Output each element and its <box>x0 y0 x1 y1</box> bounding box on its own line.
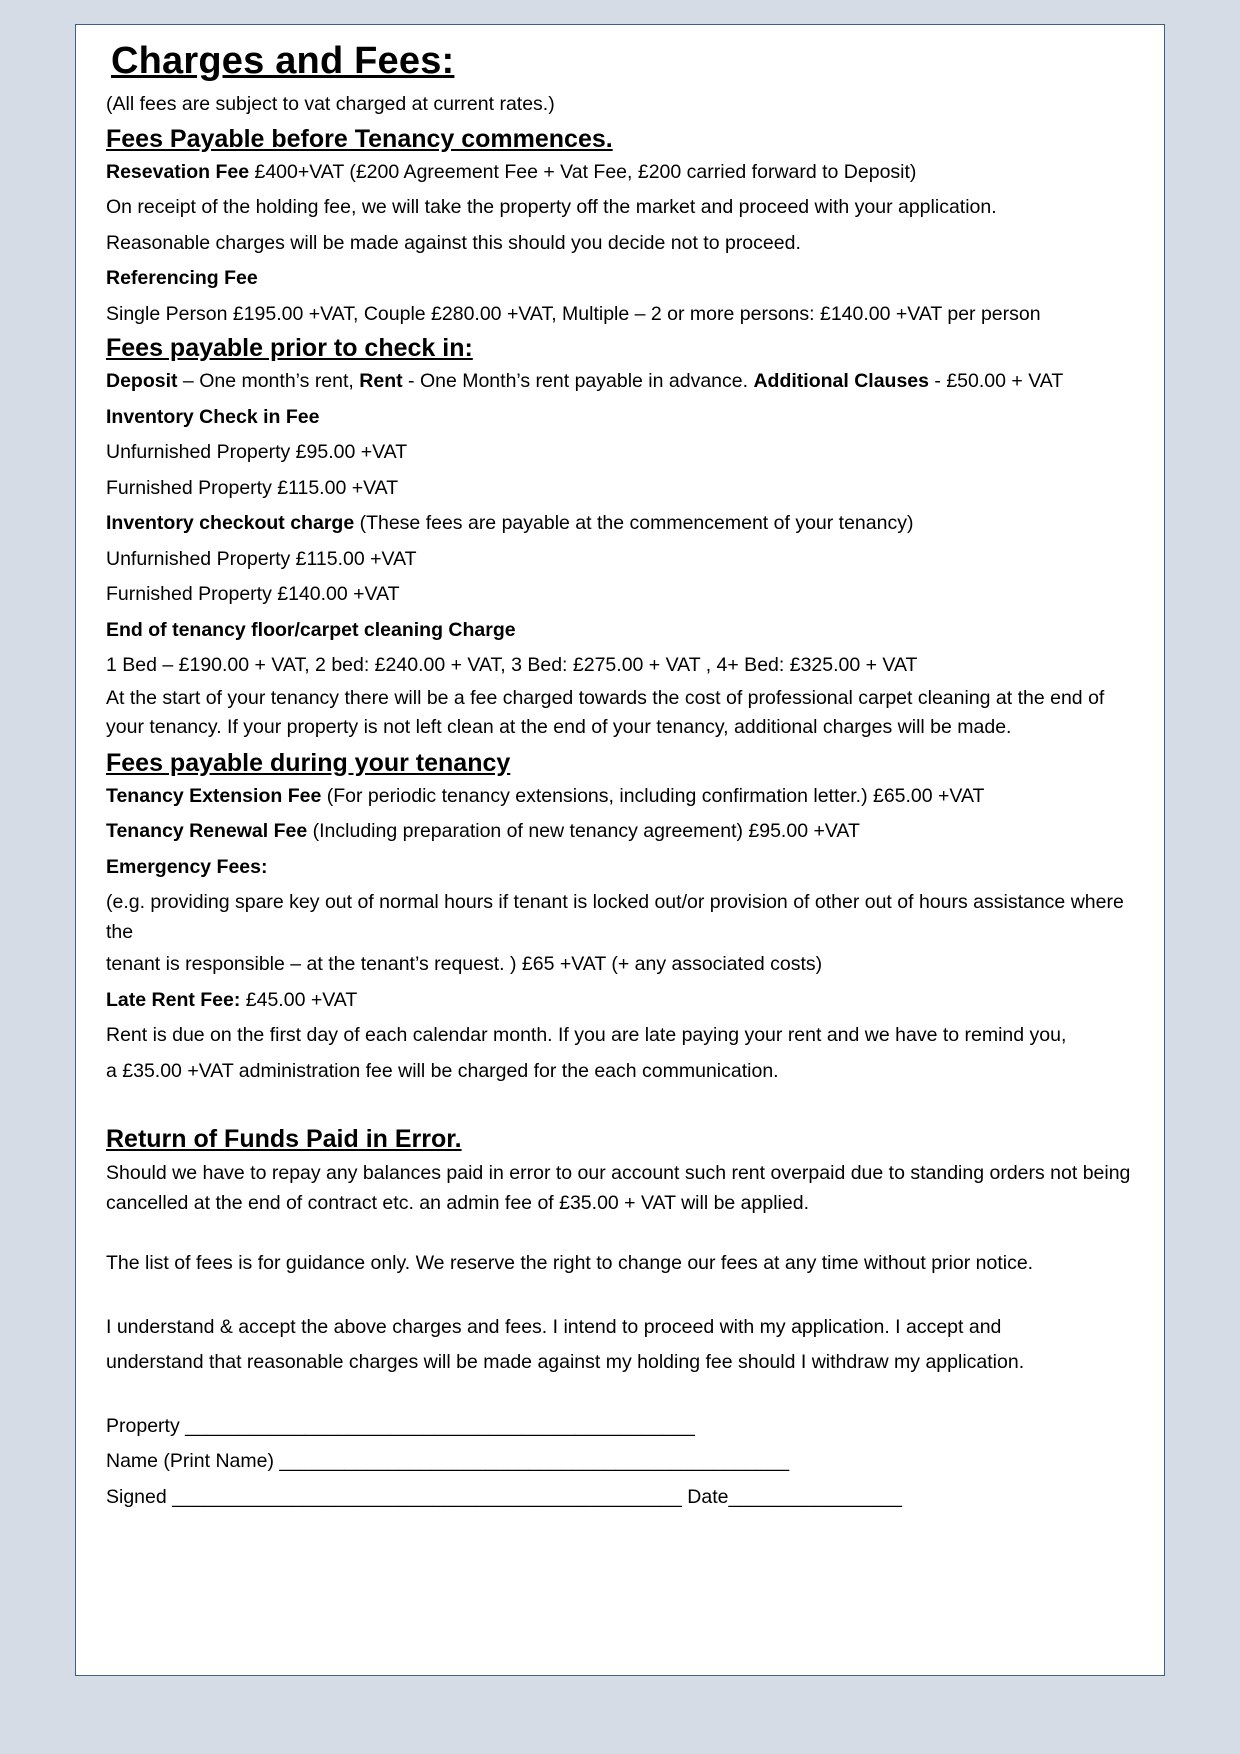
cleaning-text: At the start of your tenancy there will be a fee charged towards the cost of professional carpet cleaning at the end of your tenancy. If your property is not left clean at the end of your tenancy, additional charges will be made. <box>106 686 1105 738</box>
deposit-text: – One month’s rent, <box>177 370 360 392</box>
guidance-text: The list of fees is for guidance only. We reserve the right to change our fees at any time without prior notice. <box>106 1252 1034 1274</box>
document-content <box>106 35 1146 1515</box>
rent-text: - One Month’s rent payable in advance. <box>402 370 754 392</box>
spacer <box>106 1282 1146 1310</box>
deposit-rent-clauses <box>106 364 1146 400</box>
spacer <box>106 1381 1146 1409</box>
heading-prior-check-in: Fees payable prior to check in: <box>106 334 473 362</box>
acceptance-line-2: understand that reasonable charges will be made against my holding fee should I withdraw my application. <box>106 1351 1025 1373</box>
name-field[interactable]: Name (Print Name) _______________________________________________ <box>106 1450 790 1472</box>
inventory-checkout-label: Inventory checkout charge <box>106 512 355 534</box>
reservation-fee-text: £400+VAT (£200 Agreement Fee + Vat Fee, £200 carried forward to Deposit) <box>249 160 917 183</box>
spacer <box>106 1218 1146 1246</box>
return-funds-text: Should we have to repay any balances paid in error to our account such rent overpaid due to standing orders not being cancelled at the end of contract etc. an admin fee of £35.00 + VAT will be applied. <box>106 1162 1131 1214</box>
cleaning-charge-label: End of tenancy floor/carpet cleaning Charge <box>106 618 516 641</box>
heading-before-tenancy: Fees Payable before Tenancy commences. <box>106 124 613 153</box>
clauses-label: Additional Clauses <box>753 370 929 392</box>
deposit-label: Deposit <box>106 370 178 392</box>
late-rent-fee <box>106 983 1146 1019</box>
holding-fee-line-1: On receipt of the holding fee, we will take the property off the market and proceed with your application. <box>106 196 997 218</box>
emergency-text-1: (e.g. providing spare key out of normal hours if tenant is locked out/or provision of other out of hours assistance where the <box>106 891 1124 943</box>
reservation-fee-label: Resevation Fee <box>106 160 250 183</box>
inventory-check-in-label: Inventory Check in Fee <box>106 405 320 428</box>
renewal-fee-label: Tenancy Renewal Fee <box>106 820 308 842</box>
inventory-out-furnished: Furnished Property £140.00 +VAT <box>106 583 400 605</box>
spacer <box>106 1089 1146 1123</box>
late-rent-line-2: a £35.00 +VAT administration fee will be charged for the each communication. <box>106 1059 779 1082</box>
property-field[interactable]: Property _______________________________________________ <box>106 1414 695 1437</box>
rent-label: Rent <box>359 370 403 392</box>
page-title: Charges and Fees: <box>111 40 455 82</box>
clauses-text: - £50.00 + VAT <box>929 370 1064 392</box>
reservation-fee <box>106 155 1146 191</box>
inventory-in-furnished: Furnished Property £115.00 +VAT <box>106 476 399 499</box>
referencing-fee-text: Single Person £195.00 +VAT, Couple £280.00 +VAT, Multiple – 2 or more persons: £140.00 +VAT per person <box>106 302 1041 325</box>
late-rent-fee-text: £45.00 +VAT <box>240 988 358 1011</box>
holding-fee-line-2: Reasonable charges will be made against this should you decide not to proceed. <box>106 231 801 254</box>
inventory-out-unfurnished: Unfurnished Property £115.00 +VAT <box>106 547 417 570</box>
late-rent-line-1: Rent is due on the first day of each calendar month. If you are late paying your rent and we have to remind you, <box>106 1024 1067 1046</box>
cleaning-rates: 1 Bed – £190.00 + VAT, 2 bed: £240.00 + VAT, 3 Bed: £275.00 + VAT , 4+ Bed: £325.00 + VAT <box>106 654 918 676</box>
heading-during-tenancy: Fees payable during your tenancy <box>106 748 511 777</box>
inventory-checkout <box>106 506 1146 542</box>
extension-fee-label: Tenancy Extension Fee <box>106 784 322 807</box>
inventory-in-unfurnished: Unfurnished Property £95.00 +VAT <box>106 441 408 463</box>
emergency-fees-label: Emergency Fees: <box>106 855 268 878</box>
acceptance-line-1: I understand & accept the above charges and fees. I intend to proceed with my application. I accept and <box>106 1315 1002 1338</box>
renewal-fee <box>106 814 1146 850</box>
signed-date-field[interactable]: Signed _______________________________________________ Date________________ <box>106 1485 902 1508</box>
extension-fee <box>106 779 1146 815</box>
emergency-text-2: tenant is responsible – at the tenant’s request. ) £65 +VAT (+ any associated costs) <box>106 953 823 975</box>
heading-return-funds: Return of Funds Paid in Error. <box>106 1125 462 1153</box>
document-page <box>75 24 1165 1676</box>
referencing-fee-label: Referencing Fee <box>106 267 258 289</box>
renewal-fee-text: (Including preparation of new tenancy agreement) £95.00 +VAT <box>307 820 860 842</box>
inventory-checkout-text: (These fees are payable at the commencement of your tenancy) <box>354 512 914 534</box>
extension-fee-text: (For periodic tenancy extensions, including confirmation letter.) £65.00 +VAT <box>321 784 985 807</box>
vat-note: (All fees are subject to vat charged at current rates.) <box>106 93 555 115</box>
late-rent-fee-label: Late Rent Fee: <box>106 988 241 1011</box>
